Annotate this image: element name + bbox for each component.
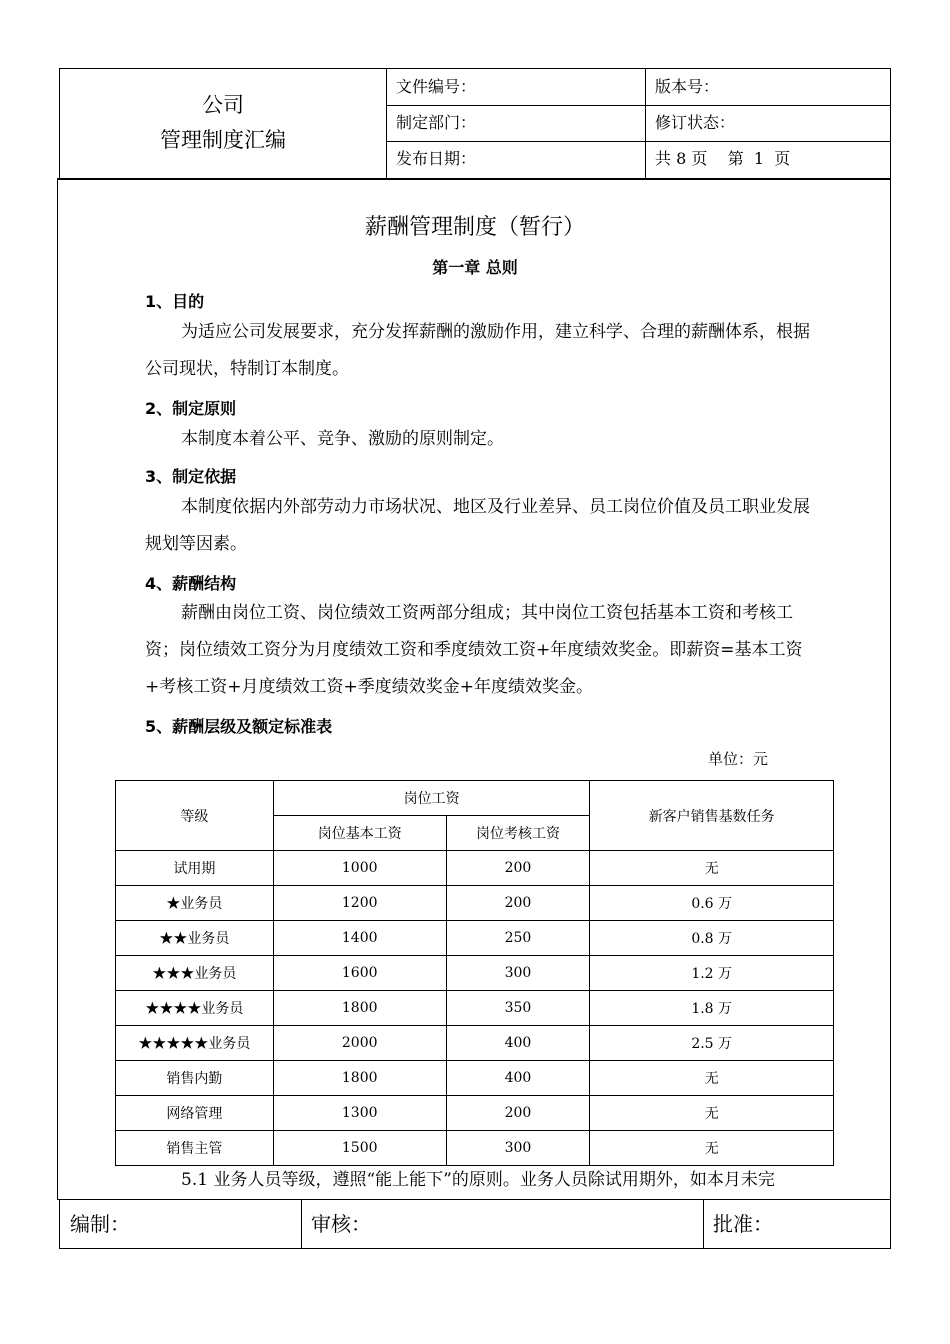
section-table-heading: 5、薪酬层级及额定标准表 [145,717,333,736]
assess-cell: 350 [446,991,590,1026]
approved-by-label: 批准： [713,1212,773,1236]
section-basis-text: 本制度依据内外部劳动力市场状况、地区及行业差异、员工岗位价值及员工职业发展规划等因素。 [145,497,810,554]
assess-cell: 200 [446,1096,590,1131]
revision-label: 修订状态： [655,113,736,132]
task-cell: 无 [590,1131,834,1166]
base-cell: 1200 [273,886,446,921]
grade-cell: 销售内勤 [116,1061,274,1096]
department-label: 制定部门： [396,113,477,132]
header-post-wage: 岗位工资 [273,781,590,816]
task-cell: 1.8 万 [590,991,834,1026]
assess-cell: 200 [446,886,590,921]
grade-cell: ★★★★业务员 [116,991,274,1026]
task-cell: 无 [590,1096,834,1131]
header-grade: 等级 [116,781,274,851]
task-cell: 2.5 万 [590,1026,834,1061]
prepared-by-label: 编制： [70,1212,130,1236]
base-cell: 1600 [273,956,446,991]
assess-cell: 300 [446,1131,590,1166]
assess-cell: 250 [446,921,590,956]
table-row [116,956,834,991]
reviewed-by-label: 审核： [311,1212,371,1236]
table-row [116,991,834,1026]
task-cell: 无 [590,851,834,886]
table-row [116,1026,834,1061]
table-row [116,851,834,886]
base-cell: 1300 [273,1096,446,1131]
chapter-heading: 第一章 总则 [432,258,518,277]
task-cell: 1.2 万 [590,956,834,991]
section-5-1-text: 5.1 业务人员等级，遵照“能上能下”的原则。业务人员除试用期外，如本月未完 [181,1170,775,1190]
salary-standard-table [115,780,834,1166]
base-cell: 1800 [273,1061,446,1096]
assess-cell: 400 [446,1061,590,1096]
doc-number-label: 文件编号： [396,77,477,96]
header-base-wage: 岗位基本工资 [273,816,446,851]
base-cell: 1000 [273,851,446,886]
page-count: 共 8 页 第 1 页 [655,149,791,168]
header-task: 新客户销售基数任务 [590,781,834,851]
assess-cell: 300 [446,956,590,991]
section-basis-heading: 3、制定依据 [145,467,237,486]
grade-cell: ★★★★★业务员 [116,1026,274,1061]
base-cell: 1400 [273,921,446,956]
company-name: 公司 [202,93,244,117]
section-structure-text: 薪酬由岗位工资、岗位绩效工资两部分组成；其中岗位工资包括基本工资和考核工资；岗位绩效工资分为月度绩效工资和季度绩效工资+年度绩效奖金。即薪资=基本工资+考核工资+月度绩效工资+季度绩效奖金+年度绩效奖金。 [145,603,803,697]
grade-cell: ★业务员 [116,886,274,921]
header-title-block [60,69,387,179]
section-principle-text: 本制度本着公平、竞争、激励的原则制定。 [181,429,504,449]
section-purpose-heading: 1、目的 [145,292,205,311]
document-title: 薪酬管理制度（暂行） [364,215,585,240]
task-cell: 0.8 万 [590,921,834,956]
section-principle-heading: 2、制定原则 [145,399,237,418]
manual-title: 管理制度汇编 [160,128,286,152]
assess-cell: 200 [446,851,590,886]
header-assess-wage: 岗位考核工资 [446,816,590,851]
signature-footer [59,1199,891,1249]
grade-cell: ★★业务员 [116,921,274,956]
section-purpose-text: 为适应公司发展要求，充分发挥薪酬的激励作用，建立科学、合理的薪酬体系，根据公司现状，特制订本制度。 [145,322,810,379]
version-label: 版本号： [655,77,720,96]
table-row [116,921,834,956]
task-cell: 无 [590,1061,834,1096]
document-header [59,68,891,180]
table-row [116,1131,834,1166]
base-cell: 1800 [273,991,446,1026]
grade-cell: 试用期 [116,851,274,886]
table-row [116,886,834,921]
table-row [116,1096,834,1131]
base-cell: 1500 [273,1131,446,1166]
base-cell: 2000 [273,1026,446,1061]
table-row [116,1061,834,1096]
assess-cell: 400 [446,1026,590,1061]
grade-cell: 网络管理 [116,1096,274,1131]
release-date-label: 发布日期： [396,149,477,168]
grade-cell: 销售主管 [116,1131,274,1166]
task-cell: 0.6 万 [590,886,834,921]
grade-cell: ★★★业务员 [116,956,274,991]
unit-label: 单位：元 [708,750,769,768]
section-structure-heading: 4、薪酬结构 [145,574,237,593]
